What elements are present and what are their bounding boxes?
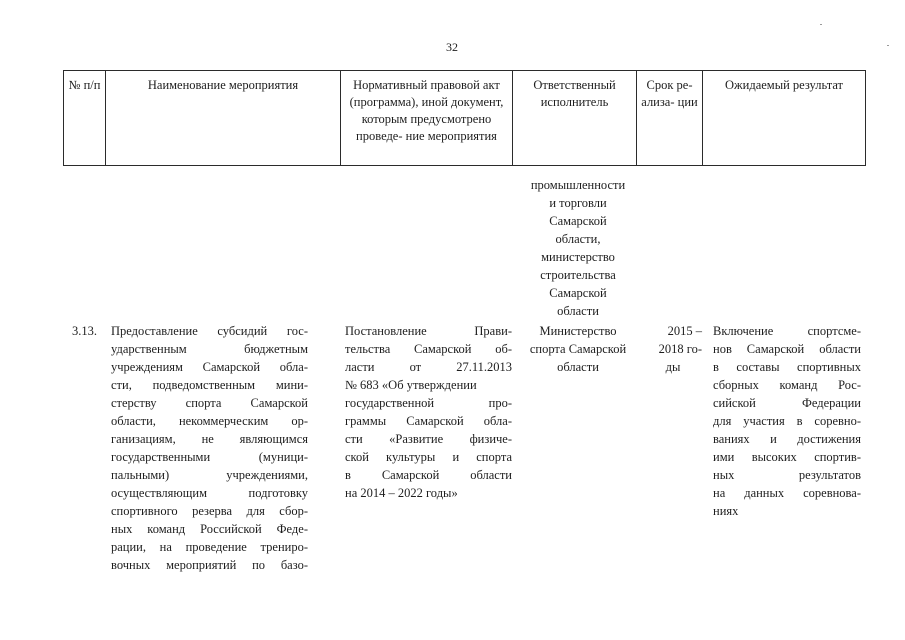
text-line: ных команд Российской Феде- [111, 522, 308, 536]
text-line: сти, подведомственным мини- [111, 378, 308, 392]
scan-speck [887, 45, 889, 46]
row-number: 3.13. [72, 324, 97, 338]
text-line: в Самарской области [345, 468, 512, 482]
text-line: Министерство [539, 324, 617, 338]
text-line: ими высоких спортив- [713, 450, 861, 464]
text-line: области [557, 360, 599, 374]
text-line: области, [555, 232, 601, 246]
page-number: 32 [446, 40, 458, 54]
text-line: Самарской [549, 286, 607, 300]
text-line: осуществляющим подготовку [111, 486, 308, 500]
text-line: 2018 го- [658, 342, 702, 356]
scan-speck [820, 24, 822, 25]
text-line: ных результатов [713, 468, 861, 482]
text-line: области [557, 304, 599, 318]
text-line: ды [665, 360, 681, 374]
row-name [111, 322, 308, 574]
text-line: Самарской [549, 214, 607, 228]
text-line: строительства [540, 268, 616, 282]
text-line: на данных соревнова- [713, 486, 861, 500]
text-line: ласти от 27.11.2013 [345, 360, 512, 374]
text-line: сборных команд Рос- [713, 378, 861, 392]
text-line: государственными (муници- [111, 450, 308, 464]
text-line: Включение спортсме- [713, 324, 861, 338]
header-term: Срок ре- ализа- ции [637, 71, 703, 166]
text-line: граммы Самарской обла- [345, 414, 512, 428]
text-line: Предоставление субсидий гос- [111, 324, 308, 338]
text-line: ударственным бюджетным [111, 342, 308, 356]
header-name: Наименование мероприятия [106, 71, 341, 166]
text-line: тельства Самарской об- [345, 342, 512, 356]
text-line: 2015 – [667, 324, 702, 338]
text-line: спортивного резерва для сбор- [111, 504, 308, 518]
text-line: сти «Развитие физиче- [345, 432, 512, 446]
text-line: в составы спортивных [713, 360, 861, 374]
text-line: нов Самарской области [713, 342, 861, 356]
header-responsible: Ответственный исполнитель [513, 71, 637, 166]
text-line: учреждениям Самарской обла- [111, 360, 308, 374]
text-line: и торговли [549, 196, 607, 210]
text-line: области, некоммерческим ор- [111, 414, 308, 428]
header-result: Ожидаемый результат [703, 71, 866, 166]
text-line: ваниях и достижения [713, 432, 861, 446]
header-act: Нормативный правовой акт (программа), иной документ, которым предусмотрено проведе- ние мероприятия [341, 71, 513, 166]
text-line: государственной про- [345, 396, 512, 410]
text-line: Постановление Прави- [345, 324, 512, 338]
text-line: пальными) учреждениями, [111, 468, 308, 482]
text-line: на 2014 – 2022 годы» [345, 486, 458, 500]
row-term [644, 322, 702, 376]
text-line: для участия в соревно- [713, 414, 861, 428]
text-line: рации, на проведение трениро- [111, 540, 308, 554]
row-act [345, 322, 512, 502]
text-line: вочных мероприятий по базо- [111, 558, 308, 572]
continuation-responsible [516, 176, 640, 320]
text-line: сийской Федерации [713, 396, 861, 410]
text-line: № 683 «Об утверждении [345, 378, 477, 392]
text-line: спорта Самарской [529, 342, 627, 356]
text-line: стерству спорта Самарской [111, 396, 308, 410]
header-num: № п/п [64, 71, 106, 166]
row-result [713, 322, 861, 520]
row-responsible [516, 322, 640, 376]
text-line: ганизациям, не являющимся [111, 432, 308, 446]
text-line: ниях [713, 504, 739, 518]
table-header [63, 70, 866, 166]
text-line: промышленности [530, 178, 626, 192]
text-line: министерство [541, 250, 615, 264]
text-line: ской культуры и спорта [345, 450, 512, 464]
